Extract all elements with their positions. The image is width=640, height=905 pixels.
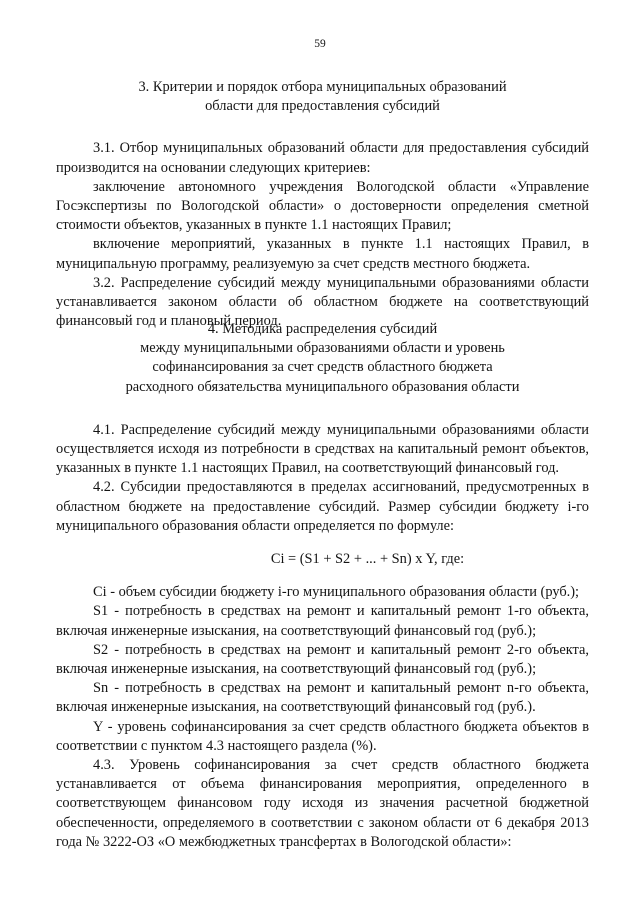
section-4-title-line: софинансирования за счет средств областного бюджета — [152, 359, 493, 376]
page-number: 59 — [314, 38, 326, 50]
section-4 — [56, 320, 589, 852]
section-4-title-line: 4. Методика распределения субсидий — [207, 321, 438, 337]
section-4-title — [56, 320, 589, 397]
section-4-title-line: между муниципальными образованиями области и уровень — [140, 340, 505, 357]
definition-y: Y - уровень софинансирования за счет средств областного бюджета объектов в соответствии с пунктом 4.3 настоящего раздела (%). — [56, 718, 589, 754]
section-3-title — [56, 78, 589, 116]
subsidy-formula: Ci = (S1 + S2 + ... + Sn) x Y, где: — [270, 551, 465, 568]
definition-sn: Sn - потребность в средствах на ремонт и капитальный ремонт n-го объекта, включая инженерные изыскания, на соответствующий финансовый год (руб.). — [56, 680, 589, 716]
section-3 — [56, 78, 589, 331]
definition-ci: Ci - объем субсидии бюджету i-го муниципального образования области (руб.); — [93, 584, 580, 601]
criterion-program: включение мероприятий, указанных в пункте 1.1 настоящих Правил, в муниципальную программу, реализуемую за счет средств местного бюджета. — [56, 236, 589, 272]
paragraph-4-2: 4.2. Субсидии предоставляются в пределах ассигнований, предусмотренных в областном бюджете на предоставление субсидий. Размер субсидии бюджету i-го муниципального образования области определяется по формуле: — [56, 479, 589, 534]
paragraph-4-1: 4.1. Распределение субсидий между муниципальными образованиями области осуществляется исходя из потребности в средствах на капитальный ремонт объектов, указанных в пункте 1.1 настоящих Правил, на соответствующий финансовый год. — [56, 421, 589, 477]
section-4-title-line: расходного обязательства муниципального образования области — [125, 378, 520, 395]
criterion-expertise: заключение автономного учреждения Вологодской области «Управление Госэкспертизы по Вологодской области» о достоверности определения сметной стоимости объектов, указанных в пункте 1.1 настоящих Правил; — [56, 178, 589, 234]
paragraph-3-1: 3.1. Отбор муниципальных образований области для предоставления субсидий производится на основании следующих критериев: — [56, 140, 589, 176]
section-3-title-line: области для предоставления субсидий — [205, 98, 440, 115]
definition-s1: S1 - потребность в средствах на ремонт и капитальный ремонт 1-го объекта, включая инженерные изыскания, на соответствующий финансовый год (руб.); — [56, 603, 589, 639]
paragraph-3-2: 3.2. Распределение субсидий между муниципальными образованиями области устанавливается законом области об областном бюджете на соответствующий финансовый год и плановый период. — [56, 274, 589, 330]
definition-s2: S2 - потребность в средствах на ремонт и капитальный ремонт 2-го объекта, включая инженерные изыскания, на соответствующий финансовый год (руб.); — [56, 641, 589, 678]
paragraph-4-3: 4.3. Уровень софинансирования за счет средств областного бюджета устанавливается от объема финансирования мероприятия, определенного в соответствующем финансовом году исходя из значения расчетной бюджетной обеспеченности, определяемого в соответствии с законом области от 6 декабря 2013 года № 3222-ОЗ «О межбюджетных трансфертах в Вологодской области»: — [56, 757, 589, 850]
section-3-title-line: 3. Критерии и порядок отбора муниципальных образований — [138, 79, 507, 95]
